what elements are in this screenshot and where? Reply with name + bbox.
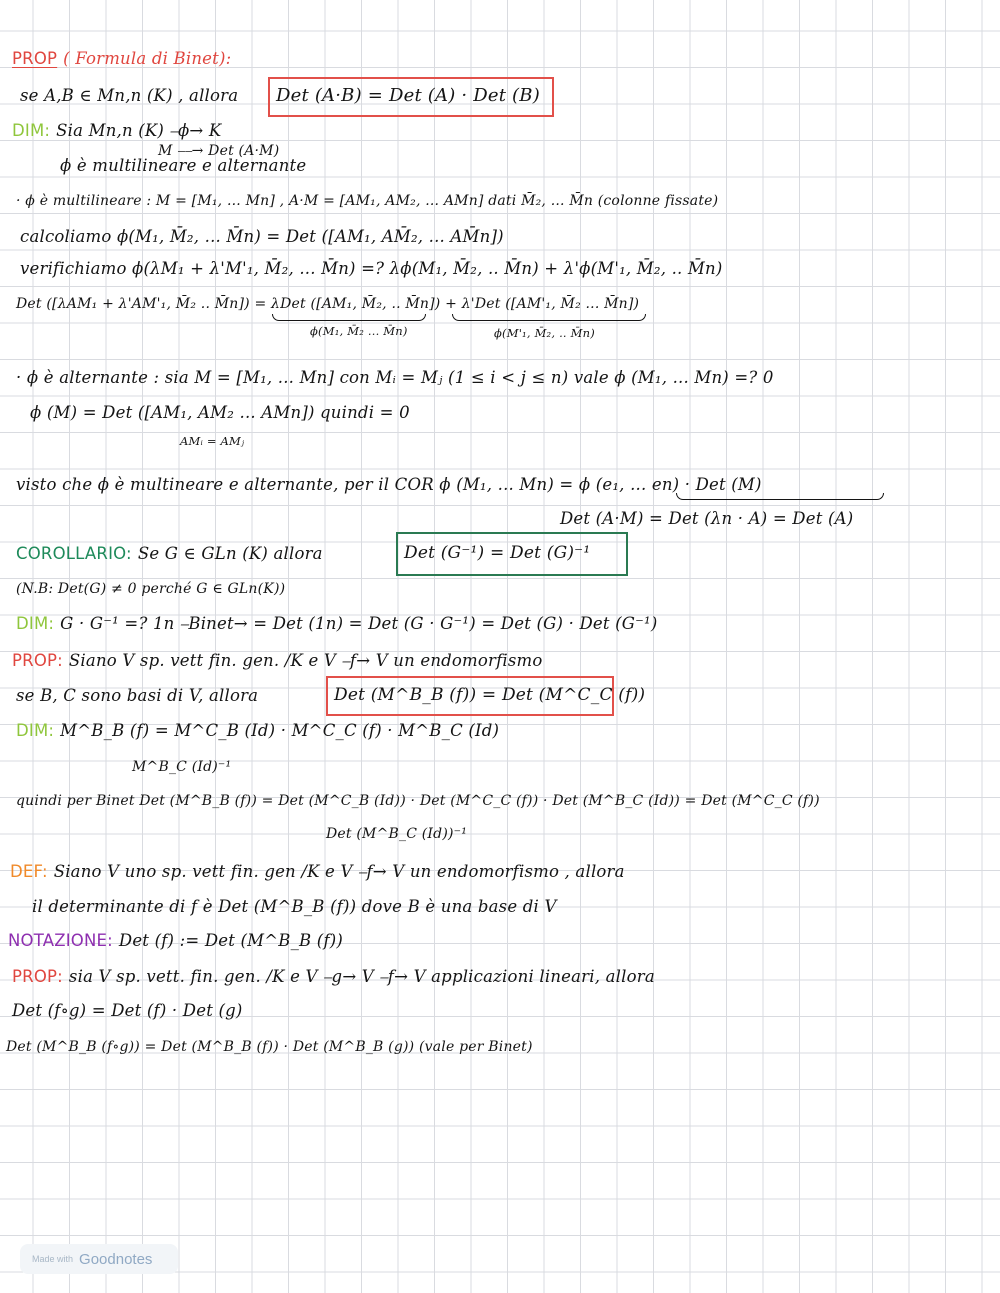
badge-made-with: Made with (32, 1254, 74, 1264)
alternating-det: ϕ (M) = Det ([AM₁, AM₂ ... AMn]) quindi = 0 (30, 403, 410, 422)
corollary-note: (N.B: Det(G) ≠ 0 perché G ∈ GLn(K)) (16, 581, 286, 597)
dim1-map-arrow: M ⎯⎯→ Det (A·M) (158, 143, 280, 159)
dim-label: DIM: (16, 614, 55, 633)
multilinear-definition: · ϕ è multilineare : M = [M₁, ... Mn] , A·M = [AM₁, AM₂, ... AMn] dati M̄₂, ... M̄n (colonne fissate) (16, 193, 719, 209)
prop3-statement: sia V sp. vett. fin. gen. /K e V ⎯g→ V ⎯f→ V applicazioni lineari, allora (68, 967, 655, 986)
corollary-line (16, 543, 323, 565)
underbrace-2 (452, 314, 646, 321)
prop2-line1 (12, 650, 543, 672)
def-statement: Siano V uno sp. vett fin. gen /K e V ⎯f→ V un endomorfismo , allora (53, 862, 625, 881)
binet-formula: Det (A·B) = Det (A) · Det (B) (276, 85, 540, 106)
underbrace-3 (676, 493, 884, 500)
dim-label: DIM: (16, 721, 55, 740)
notation-formula: Det (f) := Det (M^B_B (f)) (118, 931, 344, 950)
dim3-inverse: M^B_C (Id)⁻¹ (132, 759, 232, 775)
prop3-line2: Det (f∘g) = Det (f) · Det (g) (12, 1001, 243, 1020)
binet-statement: se A,B ∈ Mn,n (K) , allora (20, 86, 239, 105)
corollary-formula-box (396, 532, 628, 576)
corollary-label: COROLLARIO: (16, 544, 132, 563)
def-line2: il determinante di f è Det (M^B_B (f)) dove B è una base di V (32, 897, 557, 916)
goodnotes-badge (20, 1244, 178, 1274)
alternating-definition: · ϕ è alternante : sia M = [M₁, ... Mn] con Mᵢ = Mⱼ (1 ≤ i < j ≤ n) vale ϕ (M₁, ... Mn) =? 0 (16, 368, 774, 387)
multilinear-under-2: ϕ(M'₁, M̄₂, .. M̄n) (494, 326, 595, 340)
alternating-equal-columns: AMᵢ = AMⱼ (180, 434, 245, 448)
prop2-line2: se B, C sono basi di V, allora (16, 686, 259, 705)
corollary-formula: Det (G⁻¹) = Det (G)⁻¹ (404, 543, 591, 563)
prop-label: PROP: (12, 651, 63, 670)
dim2-proof: G · G⁻¹ =? 1n ⎯Binet→ = Det (1n) = Det (G · G⁻¹) = Det (G) · Det (G⁻¹) (60, 614, 658, 633)
prop-label: PROP (12, 49, 58, 68)
visto-che-line: visto che ϕ è multineare e alternante, per il COR ϕ (M₁, ... Mn) = ϕ (e₁, ... en) · Det (M) (16, 475, 762, 494)
dim3-change-of-basis: M^B_B (f) = M^C_B (Id) · M^C_C (f) · M^B_C (Id) (60, 721, 500, 740)
dim-label: DIM: (12, 121, 51, 140)
multilinear-under-1: ϕ(M₁, M̄₂ ... M̄n) (310, 324, 408, 338)
prop-label: PROP: (12, 967, 63, 986)
dim1-claim: ϕ è multilineare e alternante (60, 156, 307, 175)
prop2-formula: Det (M^B_B (f)) = Det (M^C_C (f)) (334, 685, 646, 705)
multilinear-compute: calcoliamo ϕ(M₁, M̄₂, ... M̄n) = Det ([AM₁, AM̄₂, ... AM̄n]) (20, 227, 504, 246)
notation-line (8, 930, 343, 952)
multilinear-verify: verifichiamo ϕ(λM₁ + λ'M'₁, M̄₂, ... M̄n) =? λϕ(M₁, M̄₂, .. M̄n) + λ'ϕ(M'₁, M̄₂, .. M̄n) (20, 259, 723, 278)
dim1-line1 (12, 120, 221, 142)
multilinear-expansion: Det ([λAM₁ + λ'AM'₁, M̄₂ .. M̄n]) = λDet ([AM₁, M̄₂, .. M̄n]) + λ'Det ([AM'₁, M̄₂ ... M̄n]) (16, 296, 640, 312)
dim1-map: Sia Mn,n (K) ⎯ϕ→ K (56, 121, 222, 140)
def-line1 (10, 861, 625, 883)
binet-title: ( Formula di Binet): (63, 49, 232, 68)
binet-formula-box (268, 77, 554, 117)
badge-brand: Goodnotes (79, 1250, 153, 1268)
corollary-statement: Se G ∈ GLn (K) allora (137, 544, 323, 563)
visto-che-result: Det (A·M) = Det (λn · A) = Det (A) (560, 509, 854, 528)
prop2-statement: Siano V sp. vett fin. gen. /K e V ⎯f→ V un endomorfismo (68, 651, 543, 670)
prop2-formula-box (326, 676, 646, 716)
prop3-line3: Det (M^B_B (f∘g)) = Det (M^B_B (f)) · Det (M^B_B (g)) (vale per Binet) (6, 1039, 533, 1055)
prop-binet-header (12, 48, 231, 70)
dim3-binet: quindi per Binet Det (M^B_B (f)) = Det (M^C_B (Id)) · Det (M^C_C (f)) · Det (M^B_C (Id)) = Det (M^C_C (f)) (16, 793, 820, 809)
def-label: DEF: (10, 862, 48, 881)
dim2-line (16, 613, 658, 635)
dim3-inverse-det: Det (M^B_C (Id))⁻¹ (326, 826, 468, 842)
notation-label: NOTAZIONE: (8, 931, 113, 950)
prop3-line1 (12, 966, 655, 988)
dim3-line1 (16, 720, 499, 742)
